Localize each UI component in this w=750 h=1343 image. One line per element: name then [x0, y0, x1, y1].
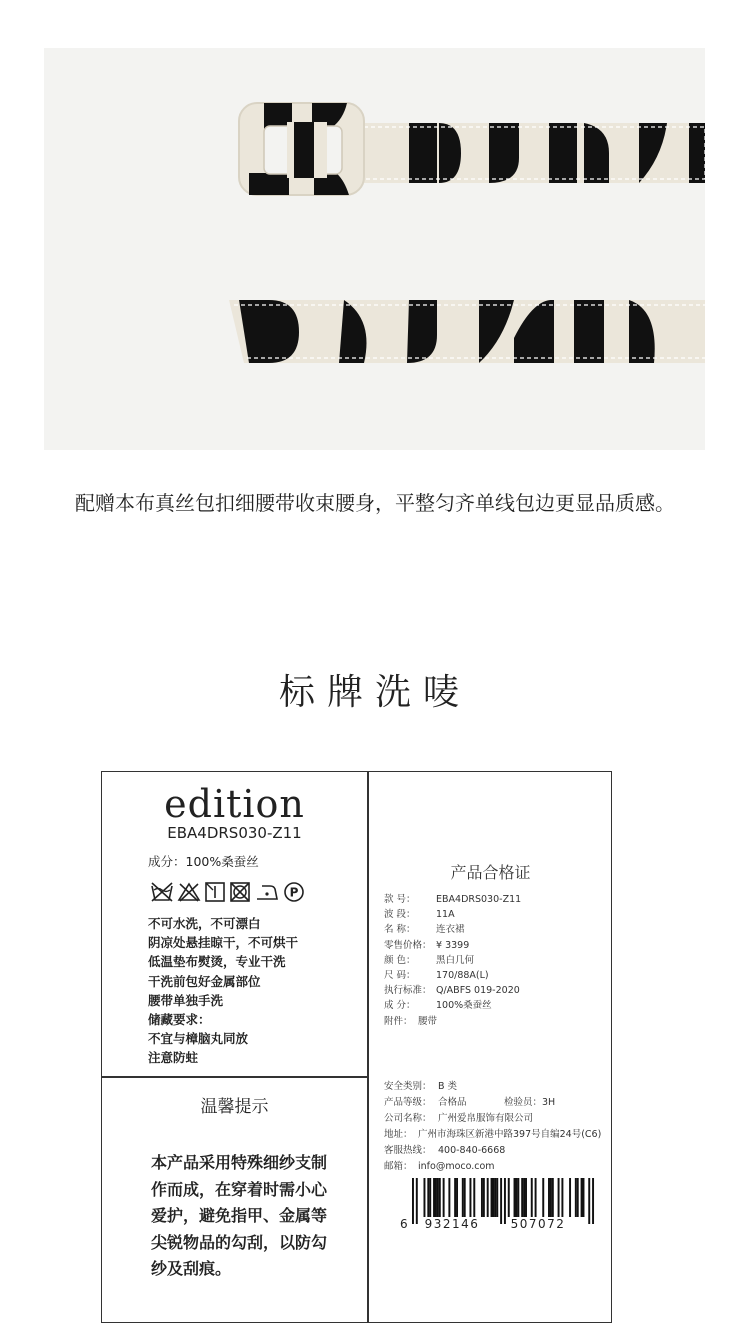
cert-field-row: 附件： 腰带: [384, 1015, 438, 1027]
barcode-bar: [491, 1178, 493, 1217]
barcode-bar: [581, 1178, 583, 1217]
barcode-bar: [561, 1178, 563, 1217]
barcode-bar: [558, 1178, 560, 1217]
barcode-bar: [592, 1178, 594, 1224]
barcode-bar: [504, 1178, 506, 1224]
do-not-bleach-icon: [177, 881, 201, 903]
cert-field-row: 名 称： 连衣裙: [384, 924, 465, 936]
certificate-fields: [384, 892, 521, 1029]
barcode-graphic: [398, 1176, 598, 1234]
section-title: 标牌洗唛: [278, 672, 471, 713]
barcode-bar: [423, 1178, 425, 1217]
barcode-bar: [548, 1178, 550, 1217]
cert-field-row: 零售价格： ¥ 3399: [384, 939, 470, 951]
barcode-bar: [483, 1178, 485, 1217]
cert-info-row: 地址： 广州市海珠区新港中路397号自编24号(C6): [384, 1129, 602, 1140]
barcode-bar: [496, 1178, 498, 1217]
cert-field-row: 执行标准： Q/ABFS 019-2020: [384, 985, 520, 997]
barcode-bar: [531, 1178, 533, 1217]
barcode-bar: [462, 1178, 464, 1217]
care-line: 腰带单独手洗: [148, 992, 224, 1008]
do-not-tumble-dry-icon: [229, 881, 251, 903]
barcode-bar: [575, 1178, 577, 1217]
barcode-bar: [552, 1178, 554, 1217]
cert-info-row: 公司名称： 广州爱帛服饰有限公司: [384, 1113, 534, 1124]
barcode-bar: [569, 1178, 571, 1217]
cert-info-row: 客服热线： 400-840-6668: [384, 1145, 506, 1156]
care-line: 注意防蛀: [148, 1050, 199, 1066]
barcode-bar: [577, 1178, 579, 1217]
care-line: 不可水洗，不可漂白: [148, 916, 261, 931]
barcode-bar: [494, 1178, 496, 1217]
care-icons: [150, 880, 305, 904]
barcode-bar: [448, 1178, 450, 1217]
barcode-bar: [439, 1178, 441, 1217]
care-instructions: [148, 914, 298, 1068]
barcode-bar: [515, 1178, 517, 1217]
barcode-bar: [508, 1178, 510, 1217]
do-not-wash-icon: [150, 881, 174, 903]
svg-text:P: P: [289, 885, 299, 900]
tips-title: 温馨提示: [200, 1097, 269, 1117]
cert-info-row: 安全类别： B 类: [384, 1081, 458, 1092]
product-photo: [44, 48, 705, 450]
tips-body: 本产品采用特殊细纱支制作而成，在穿着时需小心爱护，避免指甲、金属等尖锐物品的勾刮，以防勾纱及刮痕。: [151, 1153, 328, 1278]
composition: 成分：100%桑蚕丝: [148, 854, 259, 869]
barcode-bar: [427, 1178, 429, 1217]
care-line: 干洗前包好金属部位: [148, 973, 261, 989]
barcode-left-digits: 932146: [424, 1217, 480, 1231]
care-line: 不宜与樟脑丸同放: [148, 1031, 249, 1047]
barcode-bar: [456, 1178, 458, 1217]
product-caption: 配赠本布真丝包扣细腰带收束腰身，平整匀齐单线包边更显品质感。: [75, 491, 675, 515]
barcode-bar: [588, 1178, 590, 1224]
barcode-bar: [525, 1178, 527, 1217]
barcode-bar: [487, 1178, 489, 1217]
barcode-bar: [429, 1178, 431, 1217]
barcode-bar: [583, 1178, 585, 1217]
cert-field-row: 波 段： 11A: [384, 909, 455, 921]
barcode-bar: [521, 1178, 523, 1217]
cert-info-row: 产品等级： 合格品 检验员：3H: [384, 1097, 556, 1108]
line-dry-in-shade-icon: [204, 881, 226, 903]
barcode-bar: [535, 1178, 537, 1217]
barcode-bar: [514, 1178, 516, 1217]
cert-info-row: 邮箱： info@moco.com: [384, 1161, 495, 1172]
care-line: 储藏要求：: [148, 1012, 211, 1028]
barcode-bar: [481, 1178, 483, 1217]
barcode-bar: [443, 1178, 445, 1217]
barcode-bar: [469, 1178, 471, 1217]
barcode-bar: [437, 1178, 439, 1217]
cert-field-row: 尺 码： 170/88A(L): [384, 970, 489, 982]
style-code: EBA4DRS030-Z11: [167, 824, 302, 842]
barcode-right-digits: 507072: [510, 1217, 566, 1231]
barcode-bar: [492, 1178, 494, 1217]
certificate-company-info: [384, 1079, 601, 1175]
barcode-bar: [433, 1178, 435, 1217]
label-card: [101, 771, 612, 1323]
brand-logo: edition: [164, 782, 305, 826]
cert-field-row: 成 分： 100%桑蚕丝: [384, 1000, 492, 1012]
professional-dry-clean-icon: [283, 881, 305, 903]
barcode-bar: [454, 1178, 456, 1217]
barcode-first-digit: 6: [400, 1217, 408, 1231]
low-iron-icon: [254, 881, 280, 903]
care-line: 阴凉处悬挂晾干，不可烘干: [148, 935, 299, 951]
barcode-bar: [550, 1178, 552, 1217]
barcode-bar: [416, 1178, 418, 1224]
belt-illustration: [44, 48, 705, 450]
cert-field-row: 款 号： EBA4DRS030-Z11: [384, 894, 522, 905]
barcode-bar: [435, 1178, 437, 1217]
care-line: 低温垫布熨烫，专业干洗: [148, 954, 286, 970]
barcode-bar: [500, 1178, 502, 1224]
divider-vertical: [367, 772, 369, 1322]
barcode-bar: [542, 1178, 544, 1217]
barcode-bar: [523, 1178, 525, 1217]
barcode-bar: [517, 1178, 519, 1217]
cert-field-row: 颜 色： 黑白几何: [384, 954, 475, 966]
barcode-bar: [464, 1178, 466, 1217]
barcode-bar: [473, 1178, 475, 1217]
barcode-bar: [412, 1178, 414, 1224]
barcode: [398, 1176, 598, 1234]
certificate-title: 产品合格证: [450, 863, 531, 882]
divider-horizontal: [102, 1076, 367, 1078]
